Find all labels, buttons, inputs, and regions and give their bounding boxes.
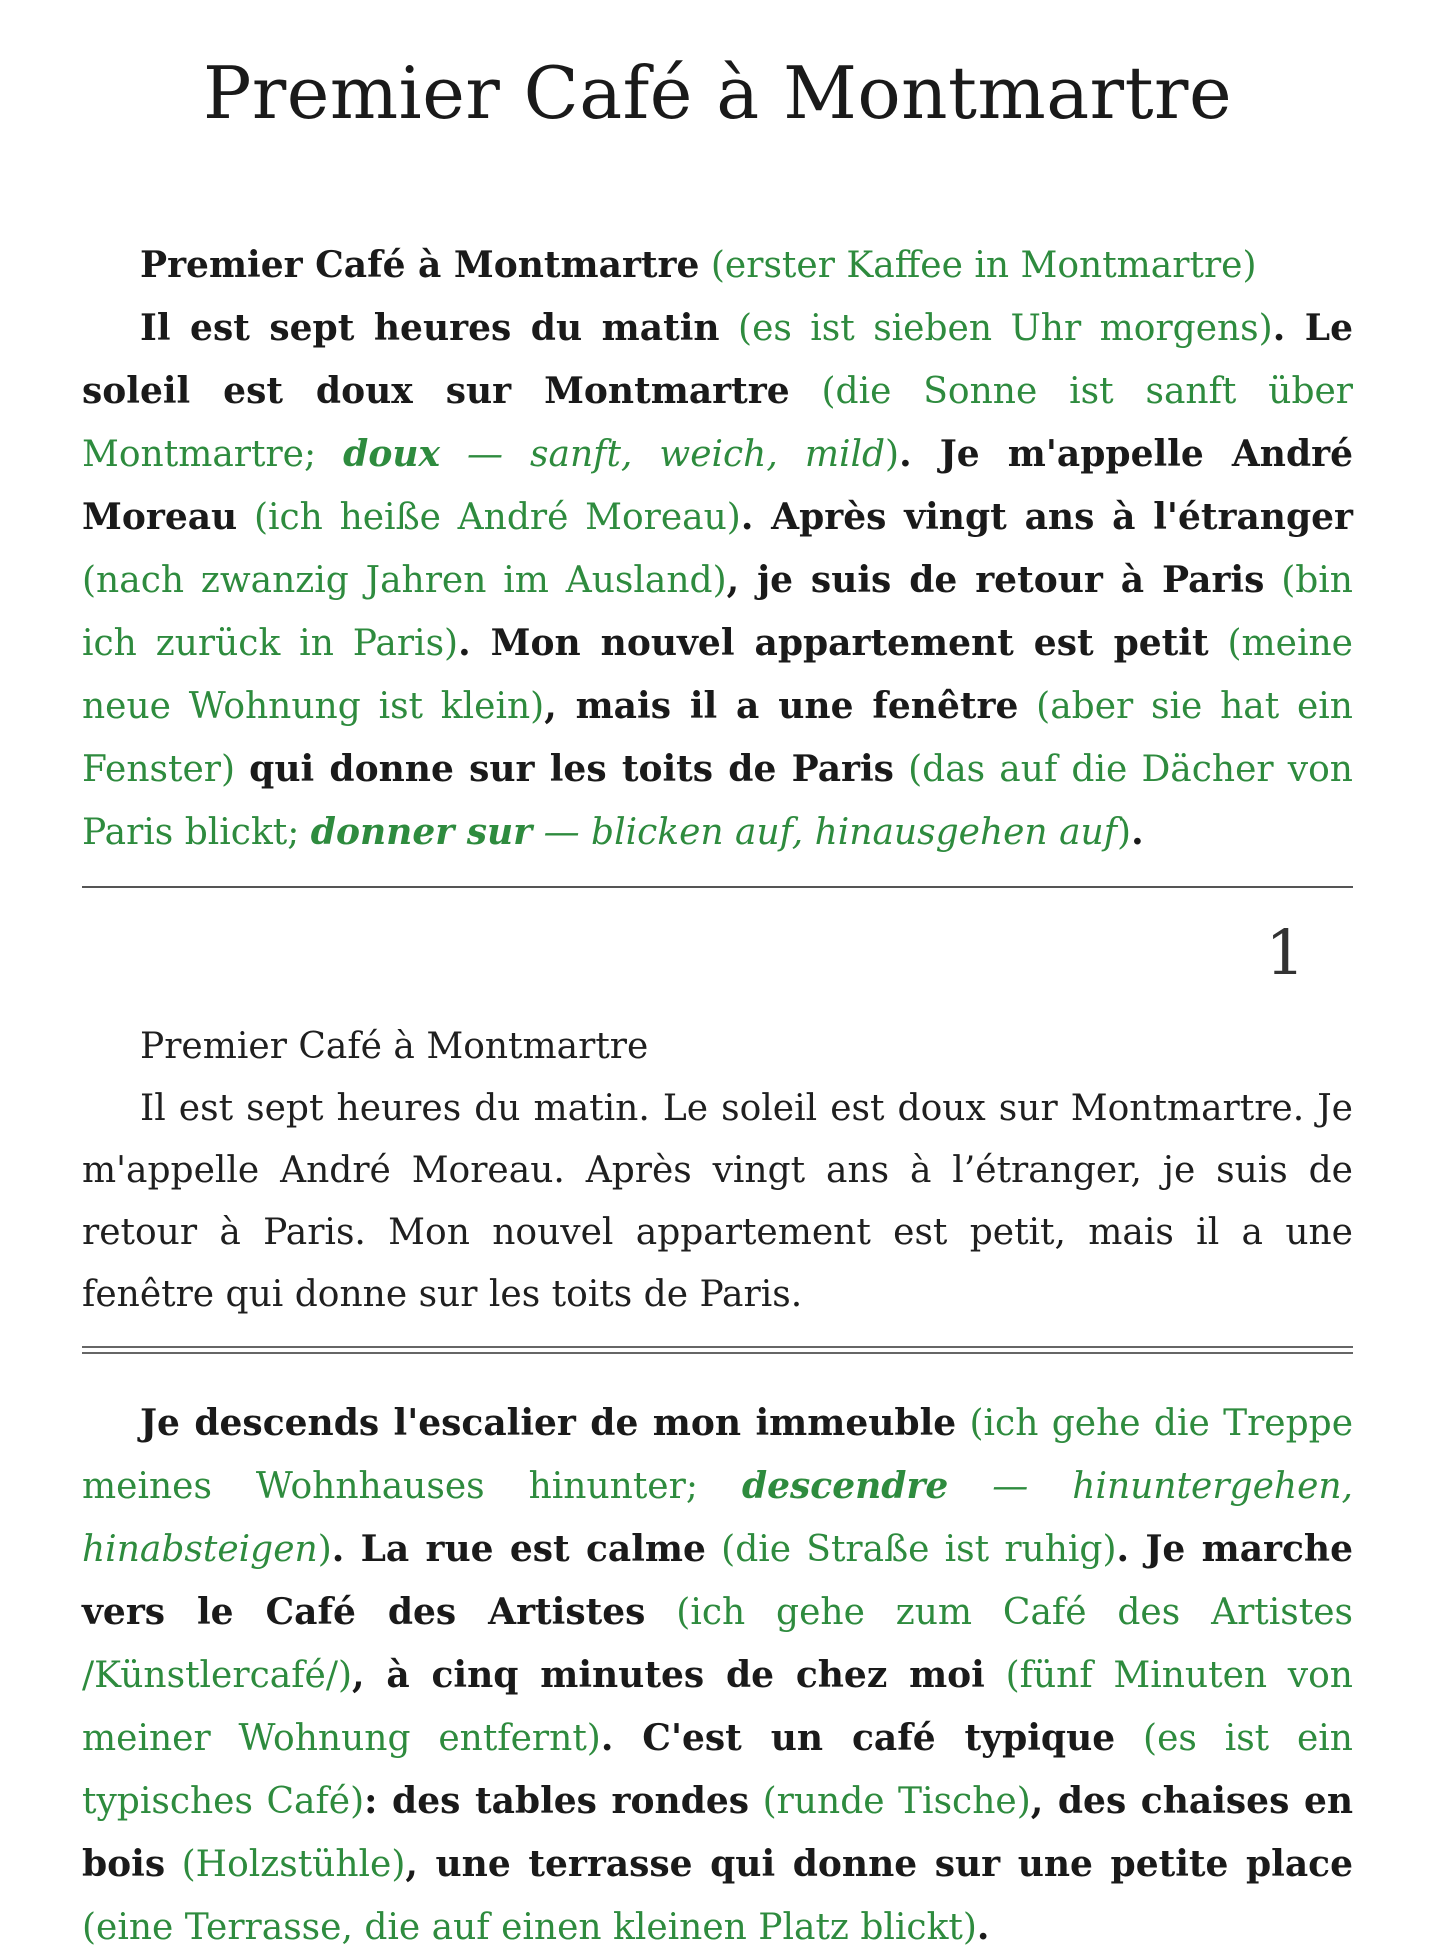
german-translation: (eine Terrasse, die auf einen kleinen Platz blickt) xyxy=(82,1907,977,1948)
annotated-text-section xyxy=(82,1392,1353,1959)
french-text: . La rue est calme xyxy=(331,1528,706,1570)
french-text: qui donne sur les toits de Paris xyxy=(249,748,894,790)
french-text: , à cinq minutes de chez moi xyxy=(352,1654,985,1696)
french-text: , mais il a une fenêtre xyxy=(544,685,1019,727)
vocab-term: descendre xyxy=(741,1465,949,1507)
french-text: : des tables rondes xyxy=(364,1780,750,1822)
annotated-paragraph xyxy=(82,234,1353,297)
german-translation: ) xyxy=(885,434,900,475)
french-text: Je descends l'escalier de mon immeuble xyxy=(140,1402,957,1444)
german-translation: (es ist sieben Uhr morgens) xyxy=(738,308,1273,349)
vocab-term: donner sur xyxy=(310,811,533,853)
german-translation: (meine neue Wohnung ist klein) xyxy=(82,623,1353,727)
french-text: . Je m'appelle André Moreau xyxy=(82,433,1353,538)
annotated-paragraph xyxy=(82,1392,1353,1959)
german-translation: (ich gehe zum Café des Artistes /Künstlercafé/) xyxy=(82,1592,1353,1696)
french-text: . Je marche vers le Café des Artistes xyxy=(82,1528,1354,1633)
page-title: Premier Café à Montmartre xyxy=(202,51,1233,135)
german-translation: (ich heiße André Moreau) xyxy=(253,497,741,538)
plain-paragraph: Premier Café à Montmartre xyxy=(140,1026,649,1067)
german-translation: (das auf die Dächer von Paris blickt; xyxy=(82,749,1353,853)
vocab-definition: — sanft, weich, mild xyxy=(439,434,886,475)
german-translation: ) xyxy=(1117,812,1132,853)
annotated-paragraph xyxy=(82,297,1353,864)
vocab-term: doux xyxy=(343,433,440,475)
german-translation: (aber sie hat ein Fenster) xyxy=(82,686,1353,790)
vocab-definition: — blicken auf, hinausgehen auf xyxy=(532,812,1118,853)
german-translation: (bin ich zurück in Paris) xyxy=(82,560,1353,664)
french-text: . xyxy=(1131,811,1144,853)
french-text: . Après vingt ans à l'étranger xyxy=(740,496,1353,538)
german-translation: (ich gehe die Treppe meines Wohnhauses hinunter; xyxy=(82,1403,1354,1507)
french-text: , des chaises en bois xyxy=(82,1780,1354,1885)
german-translation: (Holzstühle) xyxy=(181,1844,406,1885)
annotated-text-section xyxy=(82,234,1353,864)
plain-text-section xyxy=(82,1016,1353,1326)
german-translation: (die Sonne ist sanft über Montmartre; xyxy=(82,371,1354,475)
french-text: . Mon nouvel appartement est petit xyxy=(458,622,1209,664)
section-divider xyxy=(82,886,1353,888)
double-divider xyxy=(82,1346,1353,1354)
french-text: . xyxy=(976,1906,990,1948)
german-translation: (nach zwanzig Jahren im Ausland) xyxy=(82,560,727,601)
french-text: . Le soleil est doux sur Montmartre xyxy=(82,307,1353,412)
page-number: 1 xyxy=(1265,916,1305,989)
vocab-definition: — hinuntergehen, hinabsteigen xyxy=(82,1466,1354,1570)
german-translation: (es ist ein typisches Café) xyxy=(82,1718,1353,1822)
french-text: , une terrasse qui donne sur une petite place xyxy=(405,1843,1353,1885)
french-text: Premier Café à Montmartre xyxy=(140,244,700,286)
german-translation: (runde Tische) xyxy=(762,1781,1031,1822)
french-text: , je suis de retour à Paris xyxy=(726,559,1265,601)
plain-paragraph: Il est sept heures du matin. Le soleil est doux sur Montmartre. Je m'appelle André Moreau. Après vingt ans à l’étranger, je suis de retour à Paris. Mon nouvel appartement est petit, mais il a une fenêtre qui donne sur les toits de Paris. xyxy=(82,1088,1353,1315)
german-translation: (erster Kaffee in Montmartre) xyxy=(710,245,1257,286)
french-text: Il est sept heures du matin xyxy=(140,307,720,349)
german-translation: (die Straße ist ruhig) xyxy=(721,1529,1117,1570)
french-text: . C'est un café typique xyxy=(600,1717,1116,1759)
german-translation: (fünf Minuten von meiner Wohnung entfernt) xyxy=(82,1655,1353,1759)
german-translation: ) xyxy=(317,1529,332,1570)
